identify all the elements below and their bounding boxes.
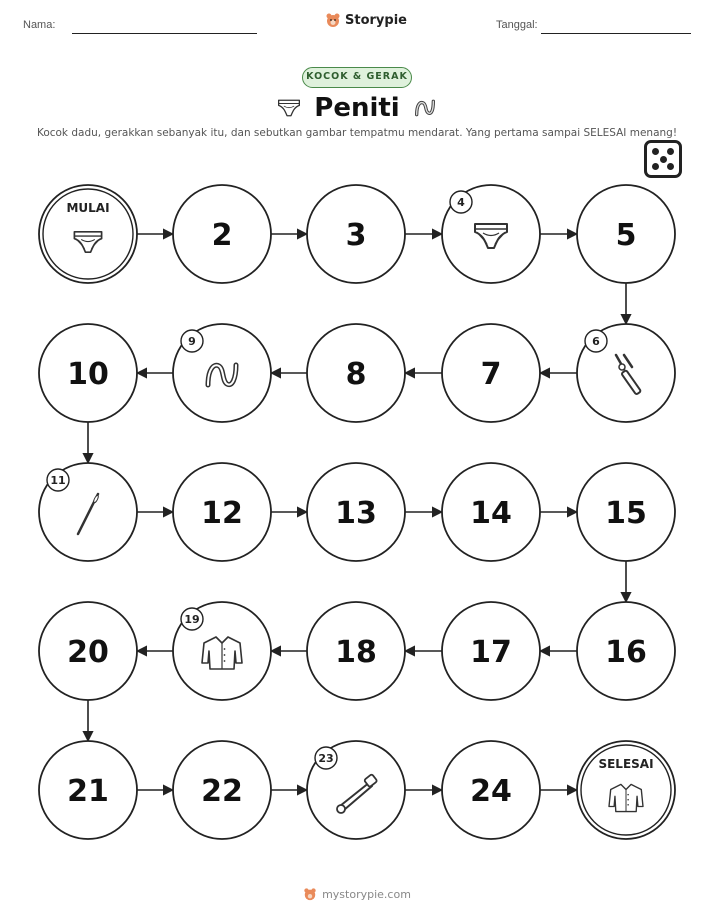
space-number: 24 bbox=[470, 774, 512, 809]
date-label: Tanggal: bbox=[496, 19, 538, 31]
space-number-badge: 11 bbox=[50, 474, 66, 487]
board-space-24 bbox=[442, 741, 540, 839]
start-label: MULAI bbox=[66, 201, 110, 215]
instructions: Kocok dadu, gerakkan sebanyak itu, dan sebutkan gambar tempatmu mendarat. Yang pertama sampai SELESAI menang! bbox=[36, 127, 678, 139]
board-space-7 bbox=[442, 324, 540, 422]
space-number-badge: 6 bbox=[592, 335, 600, 348]
space-number: 7 bbox=[480, 357, 502, 392]
board-space-17 bbox=[442, 602, 540, 700]
board-space-20 bbox=[39, 602, 137, 700]
board-space-4 bbox=[442, 185, 540, 283]
space-number: 13 bbox=[335, 496, 377, 531]
space-number: 12 bbox=[201, 496, 243, 531]
board-space-8 bbox=[307, 324, 405, 422]
board-space-23 bbox=[307, 741, 405, 839]
board-space-10 bbox=[39, 324, 137, 422]
board-space-16 bbox=[577, 602, 675, 700]
footer-url: mystorypie.com bbox=[322, 887, 411, 901]
board-space-12 bbox=[173, 463, 271, 561]
board-space-3 bbox=[307, 185, 405, 283]
space-number: 8 bbox=[345, 357, 367, 392]
space-number: 22 bbox=[201, 774, 243, 809]
board-space-13 bbox=[307, 463, 405, 561]
space-number: 21 bbox=[67, 774, 109, 809]
board-space-19 bbox=[173, 602, 271, 700]
name-label: Nama: bbox=[23, 19, 56, 31]
board-space-18 bbox=[307, 602, 405, 700]
space-number-badge: 19 bbox=[184, 613, 200, 626]
space-number: 18 bbox=[335, 635, 377, 670]
space-number: 14 bbox=[470, 496, 512, 531]
space-number-badge: 23 bbox=[318, 752, 334, 765]
finish-space bbox=[577, 741, 675, 839]
space-number: 15 bbox=[605, 496, 647, 531]
space-number: 5 bbox=[615, 218, 637, 253]
board-space-11 bbox=[39, 463, 137, 561]
board-space-5 bbox=[577, 185, 675, 283]
space-number: 10 bbox=[67, 357, 109, 392]
board-space-2 bbox=[173, 185, 271, 283]
activity-badge: KOCOK & GERAK bbox=[302, 67, 412, 88]
finish-label: SELESAI bbox=[598, 757, 654, 771]
board-space-22 bbox=[173, 741, 271, 839]
space-number: 17 bbox=[470, 635, 512, 670]
space-number-badge: 9 bbox=[188, 335, 196, 348]
space-number: 2 bbox=[211, 218, 233, 253]
brand-name: Storypie bbox=[345, 12, 407, 28]
board-space-14 bbox=[442, 463, 540, 561]
start-space bbox=[39, 185, 137, 283]
space-number: 3 bbox=[345, 218, 367, 253]
space-number: 16 bbox=[605, 635, 647, 670]
board-space-6 bbox=[577, 324, 675, 422]
page-title: Peniti bbox=[314, 93, 400, 123]
board-space-9 bbox=[173, 324, 271, 422]
bear-logo-icon bbox=[303, 887, 317, 901]
board-space-15 bbox=[577, 463, 675, 561]
space-number-badge: 4 bbox=[457, 196, 465, 209]
board-space-21 bbox=[39, 741, 137, 839]
space-number: 20 bbox=[67, 635, 109, 670]
footer bbox=[0, 887, 714, 901]
